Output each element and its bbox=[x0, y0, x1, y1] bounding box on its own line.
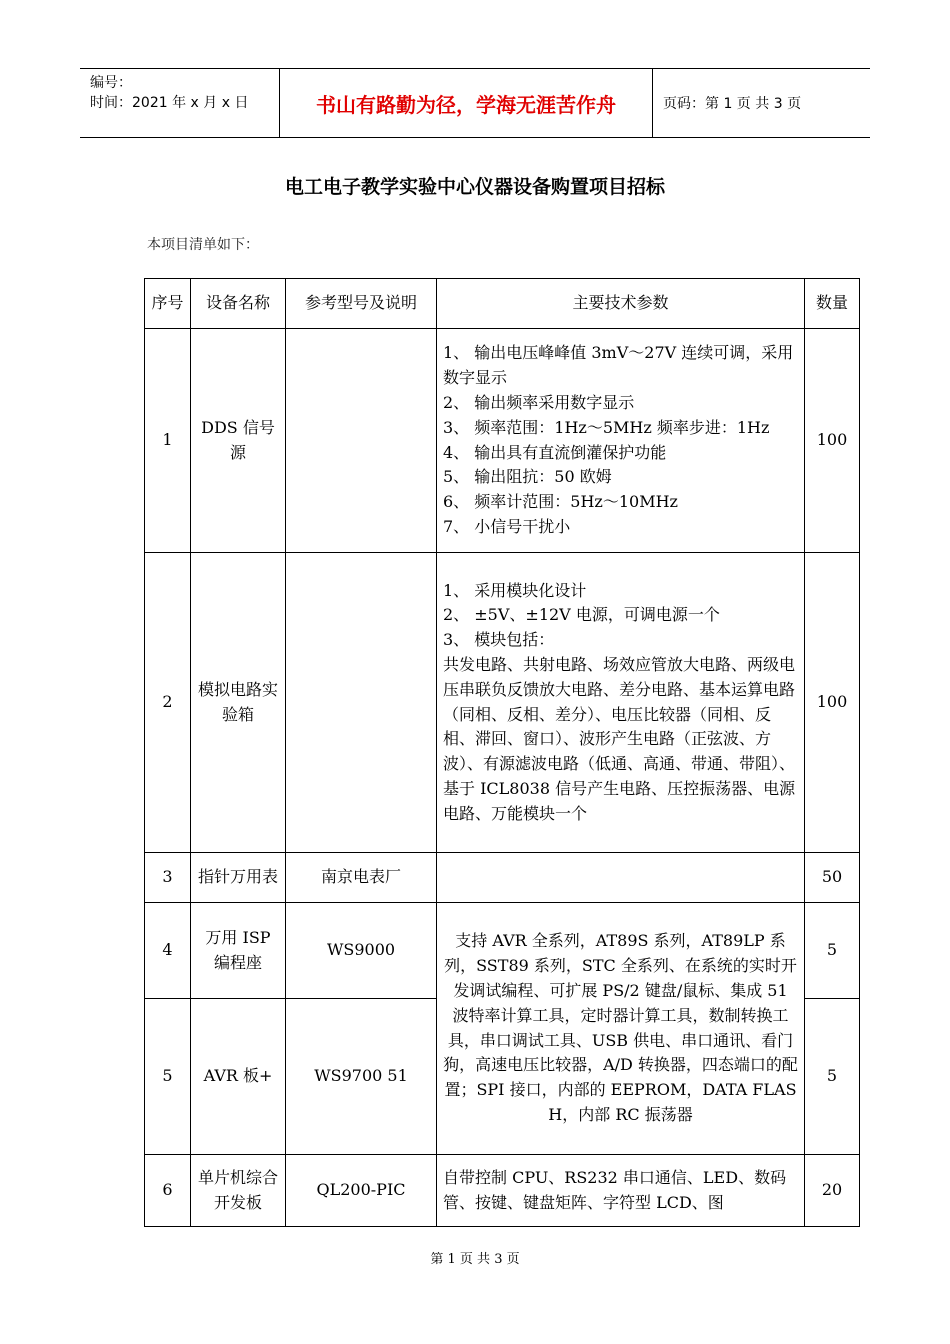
row-model: WS9000 bbox=[286, 903, 437, 999]
spec-line: 7、 小信号干扰小 bbox=[443, 516, 571, 536]
table-header-row bbox=[145, 279, 860, 329]
row-no: 6 bbox=[145, 1155, 191, 1227]
spec-line: 6、 频率计范围：5Hz～10MHz bbox=[443, 492, 678, 512]
row-qty: 20 bbox=[805, 1155, 860, 1227]
header-page-number: 页码：第 1 页 共 3 页 bbox=[663, 96, 802, 112]
row-name: 单片机综合开发板 bbox=[191, 1155, 286, 1227]
row-specs bbox=[437, 853, 805, 903]
row-specs bbox=[437, 553, 805, 853]
spec-line: 5、 输出阻抗：50 欧姆 bbox=[443, 467, 612, 487]
header-name: 设备名称 bbox=[191, 279, 286, 329]
row-specs bbox=[437, 329, 805, 553]
header-no: 序号 bbox=[145, 279, 191, 329]
document-title: 电工电子教学实验中心仪器设备购置项目招标 bbox=[284, 176, 665, 198]
row-name: 模拟电路实验箱 bbox=[191, 553, 286, 853]
shared-specs-cell: 支持 AVR 全系列，AT89S 系列，AT89LP 系列，SST89 系列，STC 全系列、在系统的实时开发调试编程、可扩展 PS/2 键盘/鼠标、集成 51 波特率计算工具，定时器计算工具，数制转换工具，串口调试工具、USB 供电、串口通讯、看门狗，高速电压比较器，A/D 转换器，四态端口的配置；SPI 接口，内部的 EEPROM，DATA FLASH，内部 RC 振荡器 bbox=[437, 903, 805, 1155]
row-name: DDS 信号源 bbox=[191, 329, 286, 553]
equipment-table bbox=[144, 278, 860, 1227]
spec-line: 2、 ±5V、±12V 电源，可调电源一个 bbox=[443, 605, 720, 625]
time-label: 时间：2021 年 x 月 x 日 bbox=[90, 95, 249, 111]
header-qty: 数量 bbox=[805, 279, 860, 329]
spec-line: 2、 输出频率采用数字显示 bbox=[443, 392, 635, 412]
row-specs bbox=[437, 1155, 805, 1227]
page-footer: 第 1 页 共 3 页 bbox=[430, 1252, 520, 1267]
header-meta bbox=[80, 69, 280, 137]
row-qty: 100 bbox=[805, 553, 860, 853]
page-header bbox=[80, 68, 870, 138]
row-model: WS9700 51 bbox=[286, 999, 437, 1155]
row-qty: 100 bbox=[805, 329, 860, 553]
table-row bbox=[145, 553, 860, 853]
spec-line: 4、 输出具有直流倒灌保护功能 bbox=[443, 442, 667, 462]
serial-label: 编号： bbox=[90, 75, 132, 91]
table-row bbox=[145, 329, 860, 553]
table-row bbox=[145, 853, 860, 903]
row-qty: 5 bbox=[805, 999, 860, 1155]
row-model: 南京电表厂 bbox=[286, 853, 437, 903]
row-no: 2 bbox=[145, 553, 191, 853]
row-no: 1 bbox=[145, 329, 191, 553]
spec-line: 1、 采用模块化设计 bbox=[443, 580, 587, 600]
row-name: AVR 板+ bbox=[191, 999, 286, 1155]
spec-line: 3、 频率范围：1Hz～5MHz 频率步进：1Hz bbox=[443, 417, 770, 437]
row-model: QL200-PIC bbox=[286, 1155, 437, 1227]
row-qty: 50 bbox=[805, 853, 860, 903]
row-no: 5 bbox=[145, 999, 191, 1155]
row-name: 万用 ISP 编程座 bbox=[191, 903, 286, 999]
header-specs: 主要技术参数 bbox=[437, 279, 805, 329]
table-row bbox=[145, 1155, 860, 1227]
row-model bbox=[286, 553, 437, 853]
row-no: 3 bbox=[145, 853, 191, 903]
header-model: 参考型号及说明 bbox=[286, 279, 437, 329]
row-qty: 5 bbox=[805, 903, 860, 999]
spec-line: 1、 输出电压峰峰值 3mV～27V 连续可调，采用数字显示 bbox=[443, 343, 794, 388]
table-row bbox=[145, 903, 860, 999]
header-motto: 书山有路勤为径，学海无涯苦作舟 bbox=[280, 69, 653, 137]
intro-text: 本项目清单如下： bbox=[147, 237, 259, 253]
spec-line: 自带控制 CPU、RS232 串口通信、LED、数码管、按键、键盘矩阵、字符型 LCD、图 bbox=[443, 1167, 787, 1212]
row-name: 指针万用表 bbox=[191, 853, 286, 903]
row-no: 4 bbox=[145, 903, 191, 999]
spec-line: 3、 模块包括： bbox=[443, 630, 555, 650]
spec-line: 共发电路、共射电路、场效应管放大电路、两级电压串联负反馈放大电路、差分电路、基本运算电路（同相、反相、差分）、电压比较器（同相、反相、滞回、窗口）、波形产生电路（正弦波、方波）、有源滤波电路（低通、高通、带通、带阻）、基于 ICL8038 信号产生电路、压控振荡器、电源电路、万能模块一个 bbox=[443, 654, 796, 823]
row-model bbox=[286, 329, 437, 553]
